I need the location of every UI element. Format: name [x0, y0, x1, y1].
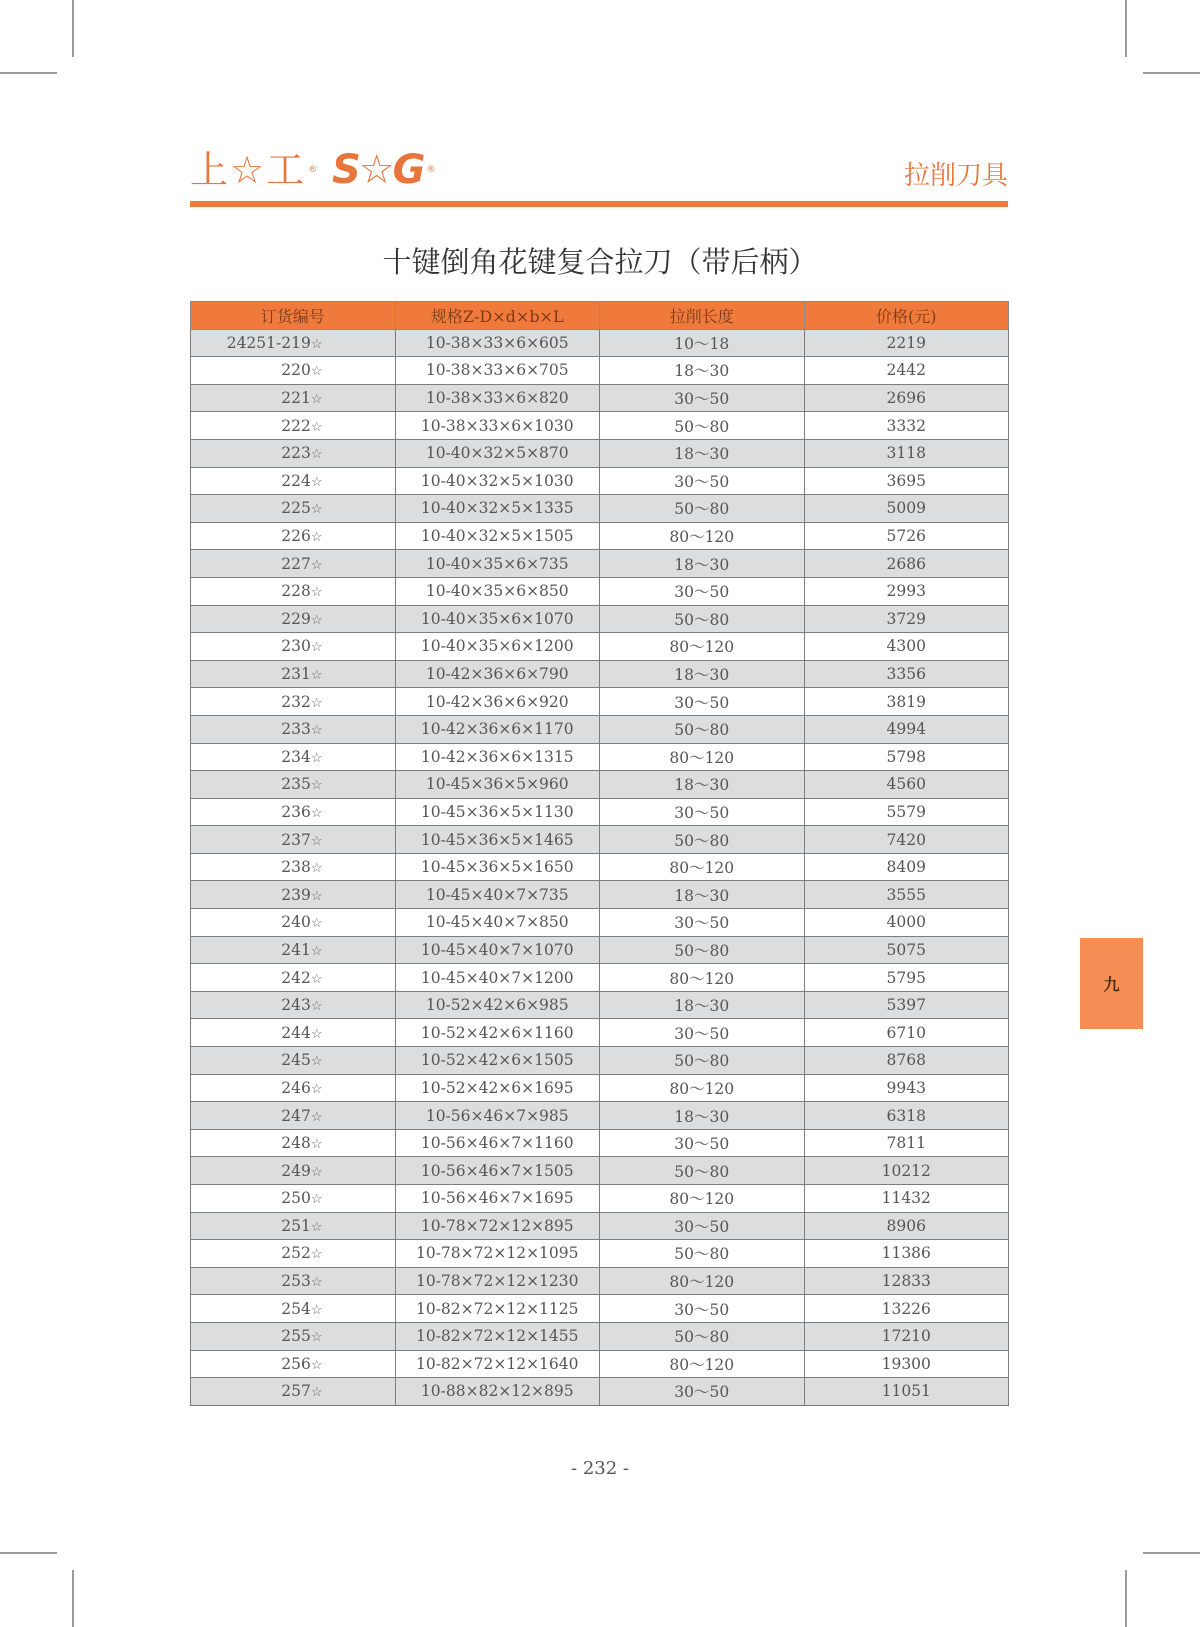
- cell-length: 80～120: [600, 522, 805, 550]
- table-row: [191, 1378, 1009, 1406]
- cell-code: [191, 439, 396, 467]
- order-code: 248: [281, 1134, 311, 1153]
- cell-code: [191, 1102, 396, 1130]
- star-icon: ☆: [310, 336, 323, 352]
- order-code: 223: [281, 444, 311, 463]
- cell-code: [191, 605, 396, 633]
- cell-length: 18～30: [600, 771, 805, 799]
- cell-length: 30～50: [600, 1295, 805, 1323]
- cell-price: 5009: [804, 495, 1009, 523]
- order-code: 246: [281, 1078, 311, 1097]
- star-icon: ☆: [310, 1192, 323, 1208]
- cell-price: 2442: [804, 357, 1009, 385]
- cell-length: 80～120: [600, 1074, 805, 1102]
- cell-length: 30～50: [600, 688, 805, 716]
- table-row: [191, 439, 1009, 467]
- star-icon: ☆: [310, 1385, 323, 1401]
- cell-spec: 10-78×72×12×1095: [395, 1240, 600, 1268]
- registered-mark: ®: [308, 165, 320, 175]
- cell-length: 18～30: [600, 550, 805, 578]
- cell-length: 30～50: [600, 1019, 805, 1047]
- cell-code: [191, 1019, 396, 1047]
- cell-length: 50～80: [600, 1240, 805, 1268]
- cell-code: [191, 715, 396, 743]
- table-row: [191, 688, 1009, 716]
- order-code: 244: [281, 1023, 311, 1042]
- table-row: [191, 1129, 1009, 1157]
- table-row: [191, 1157, 1009, 1185]
- cell-price: 4560: [804, 771, 1009, 799]
- cell-length: 50～80: [600, 605, 805, 633]
- crop-mark-bottom-left-vertical: [72, 1570, 74, 1627]
- cell-spec: 10-56×46×7×1695: [395, 1185, 600, 1213]
- order-code: 253: [281, 1272, 311, 1291]
- star-icon: ☆: [310, 695, 323, 711]
- order-code: 257: [281, 1382, 311, 1401]
- table-row: [191, 467, 1009, 495]
- column-header-broach-length: 拉削长度: [600, 302, 805, 330]
- cell-length: 50～80: [600, 1047, 805, 1075]
- table-row: [191, 826, 1009, 854]
- cell-spec: 10-52×42×6×1695: [395, 1074, 600, 1102]
- table-row: [191, 1295, 1009, 1323]
- cell-length: 50～80: [600, 826, 805, 854]
- table-row: [191, 1047, 1009, 1075]
- cell-code: [191, 1350, 396, 1378]
- column-header-spec: 规格Z-D×d×b×L: [395, 302, 600, 330]
- registered-mark: ®: [426, 165, 434, 175]
- order-code: 243: [281, 996, 311, 1015]
- cell-price: 5397: [804, 991, 1009, 1019]
- star-icon: ☆: [310, 668, 323, 684]
- table-row: [191, 633, 1009, 661]
- cell-spec: 10-52×42×6×1160: [395, 1019, 600, 1047]
- cell-length: 80～120: [600, 853, 805, 881]
- star-icon: ☆: [310, 474, 323, 490]
- cell-spec: 10-45×40×7×850: [395, 909, 600, 937]
- cell-price: 9943: [804, 1074, 1009, 1102]
- cell-spec: 10-40×32×5×1335: [395, 495, 600, 523]
- cell-length: 30～50: [600, 1212, 805, 1240]
- order-code: 220: [281, 361, 311, 380]
- cell-price: 2686: [804, 550, 1009, 578]
- cell-code: [191, 688, 396, 716]
- cell-price: 2696: [804, 384, 1009, 412]
- cell-spec: 10-38×33×6×1030: [395, 412, 600, 440]
- cell-spec: 10-38×33×6×820: [395, 384, 600, 412]
- cell-length: 18～30: [600, 357, 805, 385]
- cell-code: [191, 826, 396, 854]
- cell-price: 3819: [804, 688, 1009, 716]
- star-icon: ☆: [310, 750, 323, 766]
- crop-mark-top-right-vertical: [1125, 0, 1127, 57]
- column-header-price: 价格(元): [804, 302, 1009, 330]
- crop-mark-bottom-right-horizontal: [1143, 1552, 1200, 1554]
- cell-code: [191, 1267, 396, 1295]
- cell-price: 11386: [804, 1240, 1009, 1268]
- cell-spec: 10-82×72×12×1455: [395, 1322, 600, 1350]
- cell-code: [191, 467, 396, 495]
- star-icon: ☆: [310, 1026, 323, 1042]
- crop-mark-bottom-right-vertical: [1125, 1570, 1127, 1627]
- cell-code: [191, 522, 396, 550]
- cell-length: 30～50: [600, 1378, 805, 1406]
- table-row: [191, 1102, 1009, 1130]
- cell-price: 5795: [804, 964, 1009, 992]
- order-code: 251: [281, 1216, 311, 1235]
- cell-code: [191, 1295, 396, 1323]
- cell-length: 18～30: [600, 1102, 805, 1130]
- star-icon: ☆: [310, 1247, 323, 1263]
- order-code: 242: [281, 968, 311, 987]
- order-code: 250: [281, 1189, 311, 1208]
- cell-spec: 10-56×46×7×1505: [395, 1157, 600, 1185]
- cell-code: [191, 660, 396, 688]
- cell-price: 5726: [804, 522, 1009, 550]
- order-code: 247: [281, 1106, 311, 1125]
- cell-spec: 10-42×36×6×920: [395, 688, 600, 716]
- star-icon: ☆: [310, 530, 323, 546]
- cell-length: 30～50: [600, 577, 805, 605]
- cell-spec: 10-52×42×6×985: [395, 991, 600, 1019]
- cell-price: 7811: [804, 1129, 1009, 1157]
- cell-price: 17210: [804, 1322, 1009, 1350]
- star-icon: ☆: [310, 1275, 323, 1291]
- star-icon: ☆: [310, 999, 323, 1015]
- cell-price: 4994: [804, 715, 1009, 743]
- star-icon: ☆: [310, 1109, 323, 1125]
- star-icon: ☆: [310, 833, 323, 849]
- cell-code: [191, 1157, 396, 1185]
- order-code: 222: [281, 416, 311, 435]
- cell-code: [191, 881, 396, 909]
- table-row: [191, 715, 1009, 743]
- table-row: [191, 495, 1009, 523]
- cell-price: 5798: [804, 743, 1009, 771]
- star-icon: ☆: [310, 585, 323, 601]
- cell-code: [191, 743, 396, 771]
- order-code: 231: [281, 665, 311, 684]
- brand-logo-chinese: [190, 150, 319, 190]
- cell-spec: 10-38×33×6×705: [395, 357, 600, 385]
- order-code: 228: [281, 582, 311, 601]
- cell-code: [191, 1322, 396, 1350]
- cell-length: 80～120: [600, 1350, 805, 1378]
- order-code: 245: [281, 1051, 311, 1070]
- table-row: [191, 771, 1009, 799]
- cell-spec: 10-56×46×7×1160: [395, 1129, 600, 1157]
- cell-length: 80～120: [600, 964, 805, 992]
- order-code: 252: [281, 1244, 311, 1263]
- star-icon: ☆: [310, 1330, 323, 1346]
- table-header-row: [191, 302, 1009, 330]
- cell-price: 8906: [804, 1212, 1009, 1240]
- order-code: 229: [281, 609, 311, 628]
- table-row: [191, 1322, 1009, 1350]
- star-icon: ☆: [310, 447, 323, 463]
- star-icon: ☆: [310, 861, 323, 877]
- star-icon: ☆: [310, 364, 323, 380]
- page-title: 十键倒角花键复合拉刀（带后柄）: [382, 245, 818, 279]
- table-row: [191, 1074, 1009, 1102]
- cell-spec: 10-82×72×12×1125: [395, 1295, 600, 1323]
- cell-code: [191, 412, 396, 440]
- order-code: 249: [281, 1161, 311, 1180]
- cell-length: 50～80: [600, 1157, 805, 1185]
- star-icon: ☆: [310, 916, 323, 932]
- cell-price: 7420: [804, 826, 1009, 854]
- star-icon: ☆: [310, 1357, 323, 1373]
- star-icon: ☆: [310, 640, 323, 656]
- cell-code: [191, 909, 396, 937]
- order-code: 239: [281, 885, 311, 904]
- cell-length: 80～120: [600, 743, 805, 771]
- order-code: 241: [281, 940, 311, 959]
- broach-spec-table: [190, 301, 1009, 1406]
- cell-price: 12833: [804, 1267, 1009, 1295]
- cell-code: [191, 1185, 396, 1213]
- cell-price: 2993: [804, 577, 1009, 605]
- table-row: [191, 522, 1009, 550]
- cell-spec: 10-52×42×6×1505: [395, 1047, 600, 1075]
- cell-spec: 10-40×35×6×850: [395, 577, 600, 605]
- crop-mark-top-left-vertical: [72, 0, 74, 57]
- cell-code: [191, 1212, 396, 1240]
- cell-spec: 10-42×36×6×790: [395, 660, 600, 688]
- cell-length: 50～80: [600, 715, 805, 743]
- cell-length: 18～30: [600, 881, 805, 909]
- cell-length: 50～80: [600, 936, 805, 964]
- cell-code: [191, 550, 396, 578]
- order-code: 238: [281, 858, 311, 877]
- cell-spec: 10-45×36×5×1465: [395, 826, 600, 854]
- star-icon: ☆: [310, 1054, 323, 1070]
- cell-length: 30～50: [600, 909, 805, 937]
- cell-price: 3118: [804, 439, 1009, 467]
- table-row: [191, 964, 1009, 992]
- cell-price: 6318: [804, 1102, 1009, 1130]
- cell-price: 2219: [804, 329, 1009, 357]
- cell-spec: 10-45×40×7×1070: [395, 936, 600, 964]
- table-row: [191, 991, 1009, 1019]
- star-icon: ☆: [310, 943, 323, 959]
- cell-price: 4000: [804, 909, 1009, 937]
- page-number: - 232 -: [571, 1458, 629, 1479]
- cell-price: 3356: [804, 660, 1009, 688]
- cell-code: [191, 964, 396, 992]
- star-icon: ☆: [310, 502, 323, 518]
- cell-length: 50～80: [600, 495, 805, 523]
- brand-logo-sg-text: S☆G: [332, 147, 424, 193]
- order-code: 24251-219: [226, 333, 311, 352]
- crop-mark-bottom-left-horizontal: [0, 1552, 57, 1554]
- star-icon: ☆: [310, 778, 323, 794]
- cell-price: 11051: [804, 1378, 1009, 1406]
- order-code: 256: [281, 1354, 311, 1373]
- star-icon: ☆: [310, 392, 323, 408]
- table-row: [191, 1240, 1009, 1268]
- chapter-tab-label: 九: [1103, 975, 1120, 994]
- cell-code: [191, 1047, 396, 1075]
- cell-spec: 10-56×46×7×985: [395, 1102, 600, 1130]
- cell-spec: 10-45×36×5×1130: [395, 798, 600, 826]
- cell-spec: 10-45×40×7×1200: [395, 964, 600, 992]
- table-row: [191, 1185, 1009, 1213]
- order-code: 235: [281, 775, 311, 794]
- order-code: 225: [281, 499, 311, 518]
- cell-code: [191, 329, 396, 357]
- table-row: [191, 329, 1009, 357]
- cell-price: 3729: [804, 605, 1009, 633]
- cell-length: 50～80: [600, 1322, 805, 1350]
- order-code: 254: [281, 1299, 311, 1318]
- order-code: 255: [281, 1327, 311, 1346]
- cell-spec: 10-82×72×12×1640: [395, 1350, 600, 1378]
- cell-length: 30～50: [600, 1129, 805, 1157]
- cell-length: 80～120: [600, 1185, 805, 1213]
- section-title: 拉削刀具: [903, 161, 1008, 191]
- brand-logo-sg: [332, 147, 434, 193]
- cell-price: 10212: [804, 1157, 1009, 1185]
- table-row: [191, 743, 1009, 771]
- order-code: 226: [281, 527, 311, 546]
- cell-code: [191, 384, 396, 412]
- cell-code: [191, 357, 396, 385]
- cell-code: [191, 936, 396, 964]
- cell-spec: 10-45×36×5×960: [395, 771, 600, 799]
- chapter-tab: [1080, 938, 1143, 1029]
- cell-price: 8768: [804, 1047, 1009, 1075]
- star-icon: ☆: [310, 419, 323, 435]
- cell-spec: 10-40×35×6×1070: [395, 605, 600, 633]
- table-row: [191, 798, 1009, 826]
- cell-price: 19300: [804, 1350, 1009, 1378]
- cell-code: [191, 577, 396, 605]
- cell-price: 13226: [804, 1295, 1009, 1323]
- cell-price: 3555: [804, 881, 1009, 909]
- table-row: [191, 881, 1009, 909]
- table-row: [191, 357, 1009, 385]
- table-row: [191, 605, 1009, 633]
- cell-length: 30～50: [600, 384, 805, 412]
- order-code: 232: [281, 692, 311, 711]
- crop-mark-top-right-horizontal: [1143, 72, 1200, 74]
- cell-price: 3332: [804, 412, 1009, 440]
- cell-spec: 10-78×72×12×895: [395, 1212, 600, 1240]
- cell-length: 80～120: [600, 1267, 805, 1295]
- star-icon: ☆: [310, 1164, 323, 1180]
- cell-code: [191, 495, 396, 523]
- order-code: 236: [281, 802, 311, 821]
- cell-code: [191, 1240, 396, 1268]
- cell-spec: 10-40×32×5×1505: [395, 522, 600, 550]
- cell-spec: 10-42×36×6×1170: [395, 715, 600, 743]
- order-code: 230: [281, 637, 311, 656]
- star-icon: ☆: [310, 1219, 323, 1235]
- order-code: 240: [281, 913, 311, 932]
- cell-length: 30～50: [600, 798, 805, 826]
- cell-code: [191, 1074, 396, 1102]
- order-code: 237: [281, 830, 311, 849]
- order-code: 224: [281, 471, 311, 490]
- table-row: [191, 1019, 1009, 1047]
- cell-code: [191, 798, 396, 826]
- cell-spec: 10-78×72×12×1230: [395, 1267, 600, 1295]
- cell-length: 10～18: [600, 329, 805, 357]
- cell-price: 6710: [804, 1019, 1009, 1047]
- table-row: [191, 1267, 1009, 1295]
- table-row: [191, 853, 1009, 881]
- star-icon: ☆: [310, 612, 323, 628]
- crop-mark-top-left-horizontal: [0, 72, 57, 74]
- cell-spec: 10-38×33×6×605: [395, 329, 600, 357]
- cell-price: 5075: [804, 936, 1009, 964]
- order-code: 233: [281, 720, 311, 739]
- order-code: 234: [281, 747, 311, 766]
- cell-code: [191, 1378, 396, 1406]
- cell-spec: 10-45×40×7×735: [395, 881, 600, 909]
- cell-spec: 10-40×35×6×735: [395, 550, 600, 578]
- cell-length: 50～80: [600, 412, 805, 440]
- cell-length: 18～30: [600, 991, 805, 1019]
- star-icon: ☆: [310, 1137, 323, 1153]
- table-row: [191, 1212, 1009, 1240]
- table-row: [191, 936, 1009, 964]
- table-row: [191, 577, 1009, 605]
- column-header-order-code: 订货编号: [191, 302, 396, 330]
- table-row: [191, 384, 1009, 412]
- star-icon: ☆: [310, 1081, 323, 1097]
- cell-code: [191, 1129, 396, 1157]
- cell-price: 5579: [804, 798, 1009, 826]
- cell-length: 18～30: [600, 439, 805, 467]
- cell-spec: 10-45×36×5×1650: [395, 853, 600, 881]
- cell-price: 4300: [804, 633, 1009, 661]
- order-code: 221: [281, 389, 311, 408]
- cell-code: [191, 633, 396, 661]
- cell-spec: 10-88×82×12×895: [395, 1378, 600, 1406]
- table-row: [191, 1350, 1009, 1378]
- star-icon: ☆: [310, 805, 323, 821]
- star-icon: ☆: [310, 723, 323, 739]
- cell-spec: 10-40×32×5×870: [395, 439, 600, 467]
- cell-length: 80～120: [600, 633, 805, 661]
- star-icon: ☆: [310, 1302, 323, 1318]
- brand-logo-text: 上☆工: [190, 148, 307, 192]
- table-row: [191, 660, 1009, 688]
- cell-price: 3695: [804, 467, 1009, 495]
- cell-code: [191, 771, 396, 799]
- cell-spec: 10-40×35×6×1200: [395, 633, 600, 661]
- cell-spec: 10-40×32×5×1030: [395, 467, 600, 495]
- table-row: [191, 550, 1009, 578]
- cell-price: 8409: [804, 853, 1009, 881]
- cell-code: [191, 991, 396, 1019]
- star-icon: ☆: [310, 557, 323, 573]
- order-code: 227: [281, 554, 311, 573]
- cell-length: 30～50: [600, 467, 805, 495]
- cell-spec: 10-42×36×6×1315: [395, 743, 600, 771]
- header-divider: [190, 201, 1008, 207]
- table-row: [191, 909, 1009, 937]
- cell-price: 11432: [804, 1185, 1009, 1213]
- cell-length: 18～30: [600, 660, 805, 688]
- star-icon: ☆: [310, 888, 323, 904]
- cell-code: [191, 853, 396, 881]
- table-row: [191, 412, 1009, 440]
- star-icon: ☆: [310, 971, 323, 987]
